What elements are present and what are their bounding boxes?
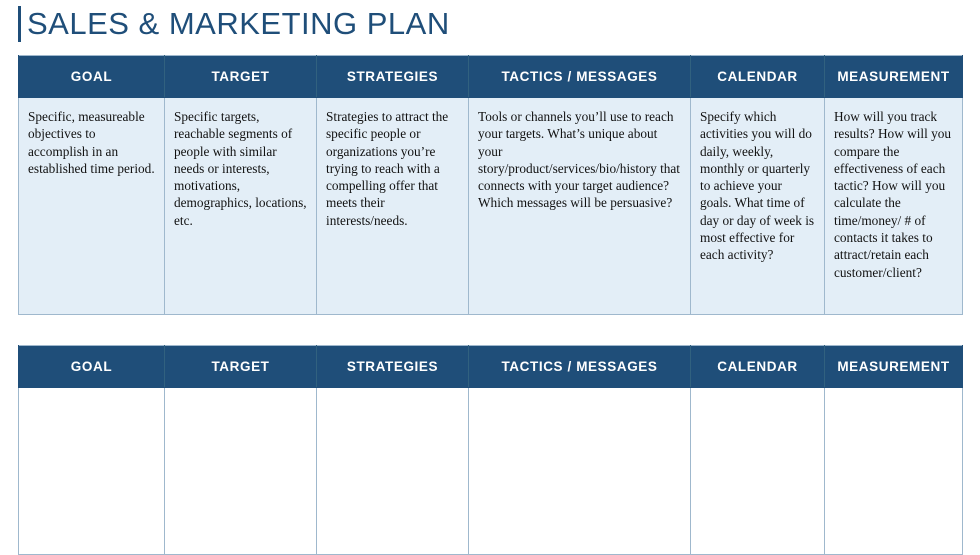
cell-strategies[interactable]: Strategies to attract the specific people or organizations you’re trying to reach with a compelling offer that meets their interests/needs. bbox=[317, 98, 469, 315]
column-header-measurement: MEASUREMENT bbox=[825, 56, 963, 98]
column-header-target: TARGET bbox=[165, 346, 317, 388]
column-header-calendar: CALENDAR bbox=[691, 346, 825, 388]
cell-target[interactable] bbox=[165, 388, 317, 555]
page-title-text: SALES & MARKETING PLAN bbox=[27, 6, 450, 41]
column-header-goal: GOAL bbox=[19, 56, 165, 98]
guidance-table bbox=[18, 55, 963, 315]
column-header-tactics: TACTICS / MESSAGES bbox=[469, 346, 691, 388]
column-header-tactics: TACTICS / MESSAGES bbox=[469, 56, 691, 98]
table-header-row bbox=[19, 346, 963, 388]
cell-calendar[interactable] bbox=[691, 388, 825, 555]
cell-measurement[interactable]: How will you track results? How will you compare the effectiveness of each tactic? How will you calculate the time/money/ # of contacts it takes to attract/retain each customer/client? bbox=[825, 98, 963, 315]
cell-goal[interactable]: Specific, measureable objectives to accomplish in an established time period. bbox=[19, 98, 165, 315]
cell-goal[interactable] bbox=[19, 388, 165, 555]
cell-measurement[interactable] bbox=[825, 388, 963, 555]
cell-tactics[interactable]: Tools or channels you’ll use to reach your targets. What’s unique about your story/product/services/bio/history that connects with your target audience? Which messages will be persuasive? bbox=[469, 98, 691, 315]
cell-strategies[interactable] bbox=[317, 388, 469, 555]
worksheet-table bbox=[18, 345, 963, 555]
cell-calendar[interactable]: Specify which activities you will do daily, weekly, monthly or quarterly to achieve your goals. What time of day or day of week is most effective for each activity? bbox=[691, 98, 825, 315]
title-accent-bar bbox=[18, 6, 21, 42]
column-header-strategies: STRATEGIES bbox=[317, 346, 469, 388]
column-header-target: TARGET bbox=[165, 56, 317, 98]
table-row bbox=[19, 98, 963, 315]
column-header-strategies: STRATEGIES bbox=[317, 56, 469, 98]
cell-target[interactable]: Specific targets, reachable segments of people with similar needs or interests, motivations, demographics, locations, etc. bbox=[165, 98, 317, 315]
table-header-row bbox=[19, 56, 963, 98]
table-row bbox=[19, 388, 963, 555]
page-title bbox=[18, 2, 450, 46]
column-header-measurement: MEASUREMENT bbox=[825, 346, 963, 388]
column-header-calendar: CALENDAR bbox=[691, 56, 825, 98]
column-header-goal: GOAL bbox=[19, 346, 165, 388]
cell-tactics[interactable] bbox=[469, 388, 691, 555]
